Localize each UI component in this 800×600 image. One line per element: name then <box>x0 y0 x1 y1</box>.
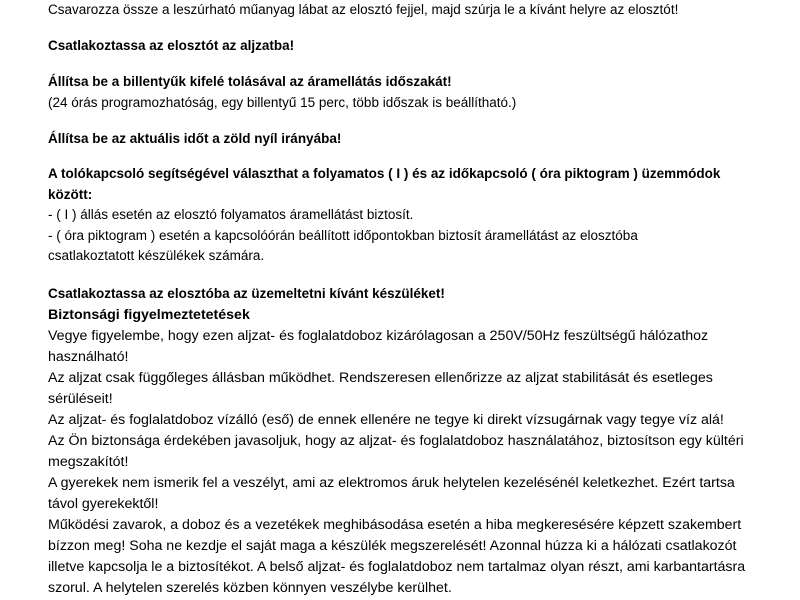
text-line: Csatlakoztassa az elosztót az aljzatba! <box>48 38 295 53</box>
text-line: között: <box>48 186 93 202</box>
warning-line: Vegye figyelembe, hogy ezen aljzat- és foglalatdoboz kizárólagosan a 250V/50Hz feszültségű hálózathoz <box>48 328 709 344</box>
text-line: (24 órás programozhatóság, egy billentyű 15 perc, több időszak is beállítható.) <box>48 94 517 110</box>
text-line: Állítsa be a billentyűk kifelé tolásával az áramellátás időszakát! <box>48 74 452 89</box>
warning-line: megszakítót! <box>48 454 129 470</box>
text-line: - ( I ) állás esetén az elosztó folyamatos áramellátást biztosít. <box>48 207 414 222</box>
warning-line: használható! <box>48 349 129 365</box>
instruction-assemble <box>48 0 678 21</box>
text-line: Csavarozza össze a leszúrható műanyag lábat az elosztó fejjel, majd szúrja le a kívánt helyre az elosztót! <box>48 2 679 17</box>
warning-line: Az aljzat- és foglalatdoboz vízálló (eső) de ennek ellenére ne tegye ki direkt vízsugárnak vagy tegye víz alá! <box>48 412 724 428</box>
instruction-connect <box>48 36 294 57</box>
warning-title: Biztonsági figyelmeztetetések <box>48 307 250 323</box>
instruction-set-period <box>48 72 516 113</box>
text-line: Állítsa be az aktuális időt a zöld nyíl irányába! <box>48 131 342 146</box>
text-line: - ( óra piktogram ) esetén a kapcsolóórán beállított időpontokban biztosít áramellátást az elosztóba <box>48 227 638 243</box>
warning-line: illetve kapcsolja le a biztosítékot. A belső aljzat- és foglalatdoboz nem tartalmaz olyan részt, ami karbantartásra <box>48 559 746 575</box>
instruction-mode-switch <box>48 164 720 267</box>
warning-line: szorul. A helytelen szerelés közben könnyen veszélybe kerülhet. <box>48 580 452 596</box>
warning-line: bízzon meg! Soha ne kezdje el saját maga a készülék megszerelését! Azonnal húzza ki a hálózati csatlakozót <box>48 538 737 554</box>
warning-line: Az Ön biztonsága érdekében javasoljuk, hogy az aljzat- és foglalatdoboz használatához, biztosítson egy kültéri <box>48 433 744 449</box>
text-line: csatlakoztatott készülékek számára. <box>48 248 265 263</box>
warning-line: távol gyerekektől! <box>48 496 159 512</box>
instruction-connect-device <box>48 284 445 305</box>
warning-line: Működési zavarok, a doboz és a vezetékek meghibásodása esetén a hiba megkeresésére képzett szakembert <box>48 517 742 533</box>
safety-warnings <box>48 305 745 599</box>
instruction-set-time <box>48 129 341 150</box>
warning-line: A gyerekek nem ismerik fel a veszélyt, ami az elektromos áruk helytelen kezelésénél keletkezhet. Ezért tartsa <box>48 475 735 491</box>
warning-line: Az aljzat csak függőleges állásban működhet. Rendszeresen ellenőrizze az aljzat stabilitását és esetleges <box>48 370 713 386</box>
text-line: A tolókapcsoló segítségével választhat a folyamatos ( I ) és az időkapcsoló ( óra piktogram ) üzemmódok <box>48 166 721 181</box>
text-line: Csatlakoztassa az elosztóba az üzemeltetni kívánt készüléket! <box>48 286 445 301</box>
warning-line: sérüléseit! <box>48 391 113 407</box>
